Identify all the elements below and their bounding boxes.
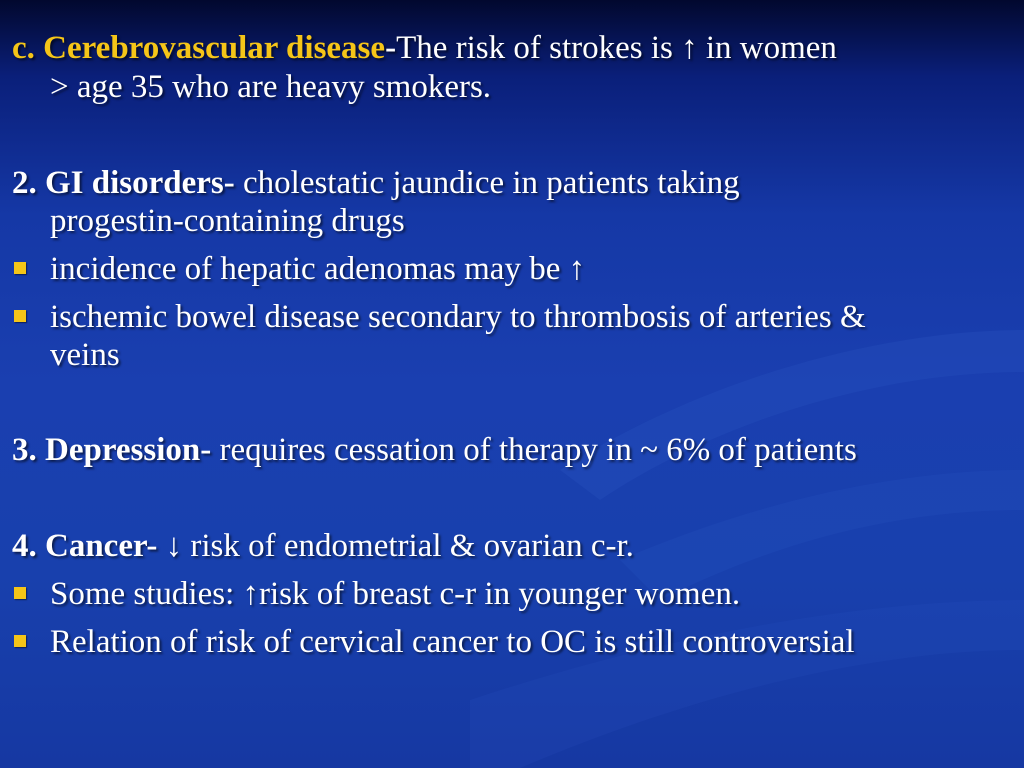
cancer-text: ↓ risk of endometrial & ovarian c-r. bbox=[157, 528, 634, 564]
gi-text: cholestatic jaundice in patients taking bbox=[234, 165, 740, 201]
bullet-square-icon bbox=[14, 587, 26, 599]
cancer-bullet-1: Some studies: ↑risk of breast c-r in younger women. bbox=[50, 576, 741, 612]
bullet-square-icon bbox=[14, 635, 26, 647]
cancer-heading: 4. Cancer- bbox=[12, 528, 158, 564]
gi-heading: 2. GI disorders- bbox=[12, 165, 235, 201]
cerebrovascular-line-2: > age 35 who are heavy smokers. bbox=[50, 69, 492, 105]
gi-bullet-1: incidence of hepatic adenomas may be ↑ bbox=[50, 251, 586, 287]
depression-heading: 3. Depression- bbox=[12, 432, 212, 468]
gi-line-2: progestin-containing drugs bbox=[50, 203, 405, 239]
cerebrovascular-heading: Cerebrovascular disease bbox=[43, 30, 386, 66]
cerebrovascular-text: The risk of strokes is ↑ in women bbox=[396, 30, 837, 66]
gi-bullet-2: ischemic bowel disease secondary to thrombosis of arteries & bbox=[50, 299, 866, 335]
cancer-bullet-2: Relation of risk of cervical cancer to OC is still controversial bbox=[50, 624, 855, 660]
gi-bullet-2-continued: veins bbox=[50, 337, 120, 373]
cancer-line bbox=[12, 527, 634, 565]
bullet-square-icon bbox=[14, 310, 26, 322]
cerebrovascular-prefix: c. bbox=[12, 30, 44, 66]
cerebrovascular-line-1 bbox=[12, 29, 837, 67]
bullet-square-icon bbox=[14, 262, 26, 274]
cerebrovascular-dash: - bbox=[385, 30, 397, 66]
depression-text: requires cessation of therapy in ~ 6% of patients bbox=[211, 432, 857, 468]
gi-line-1 bbox=[12, 164, 740, 202]
depression-line bbox=[12, 431, 857, 469]
